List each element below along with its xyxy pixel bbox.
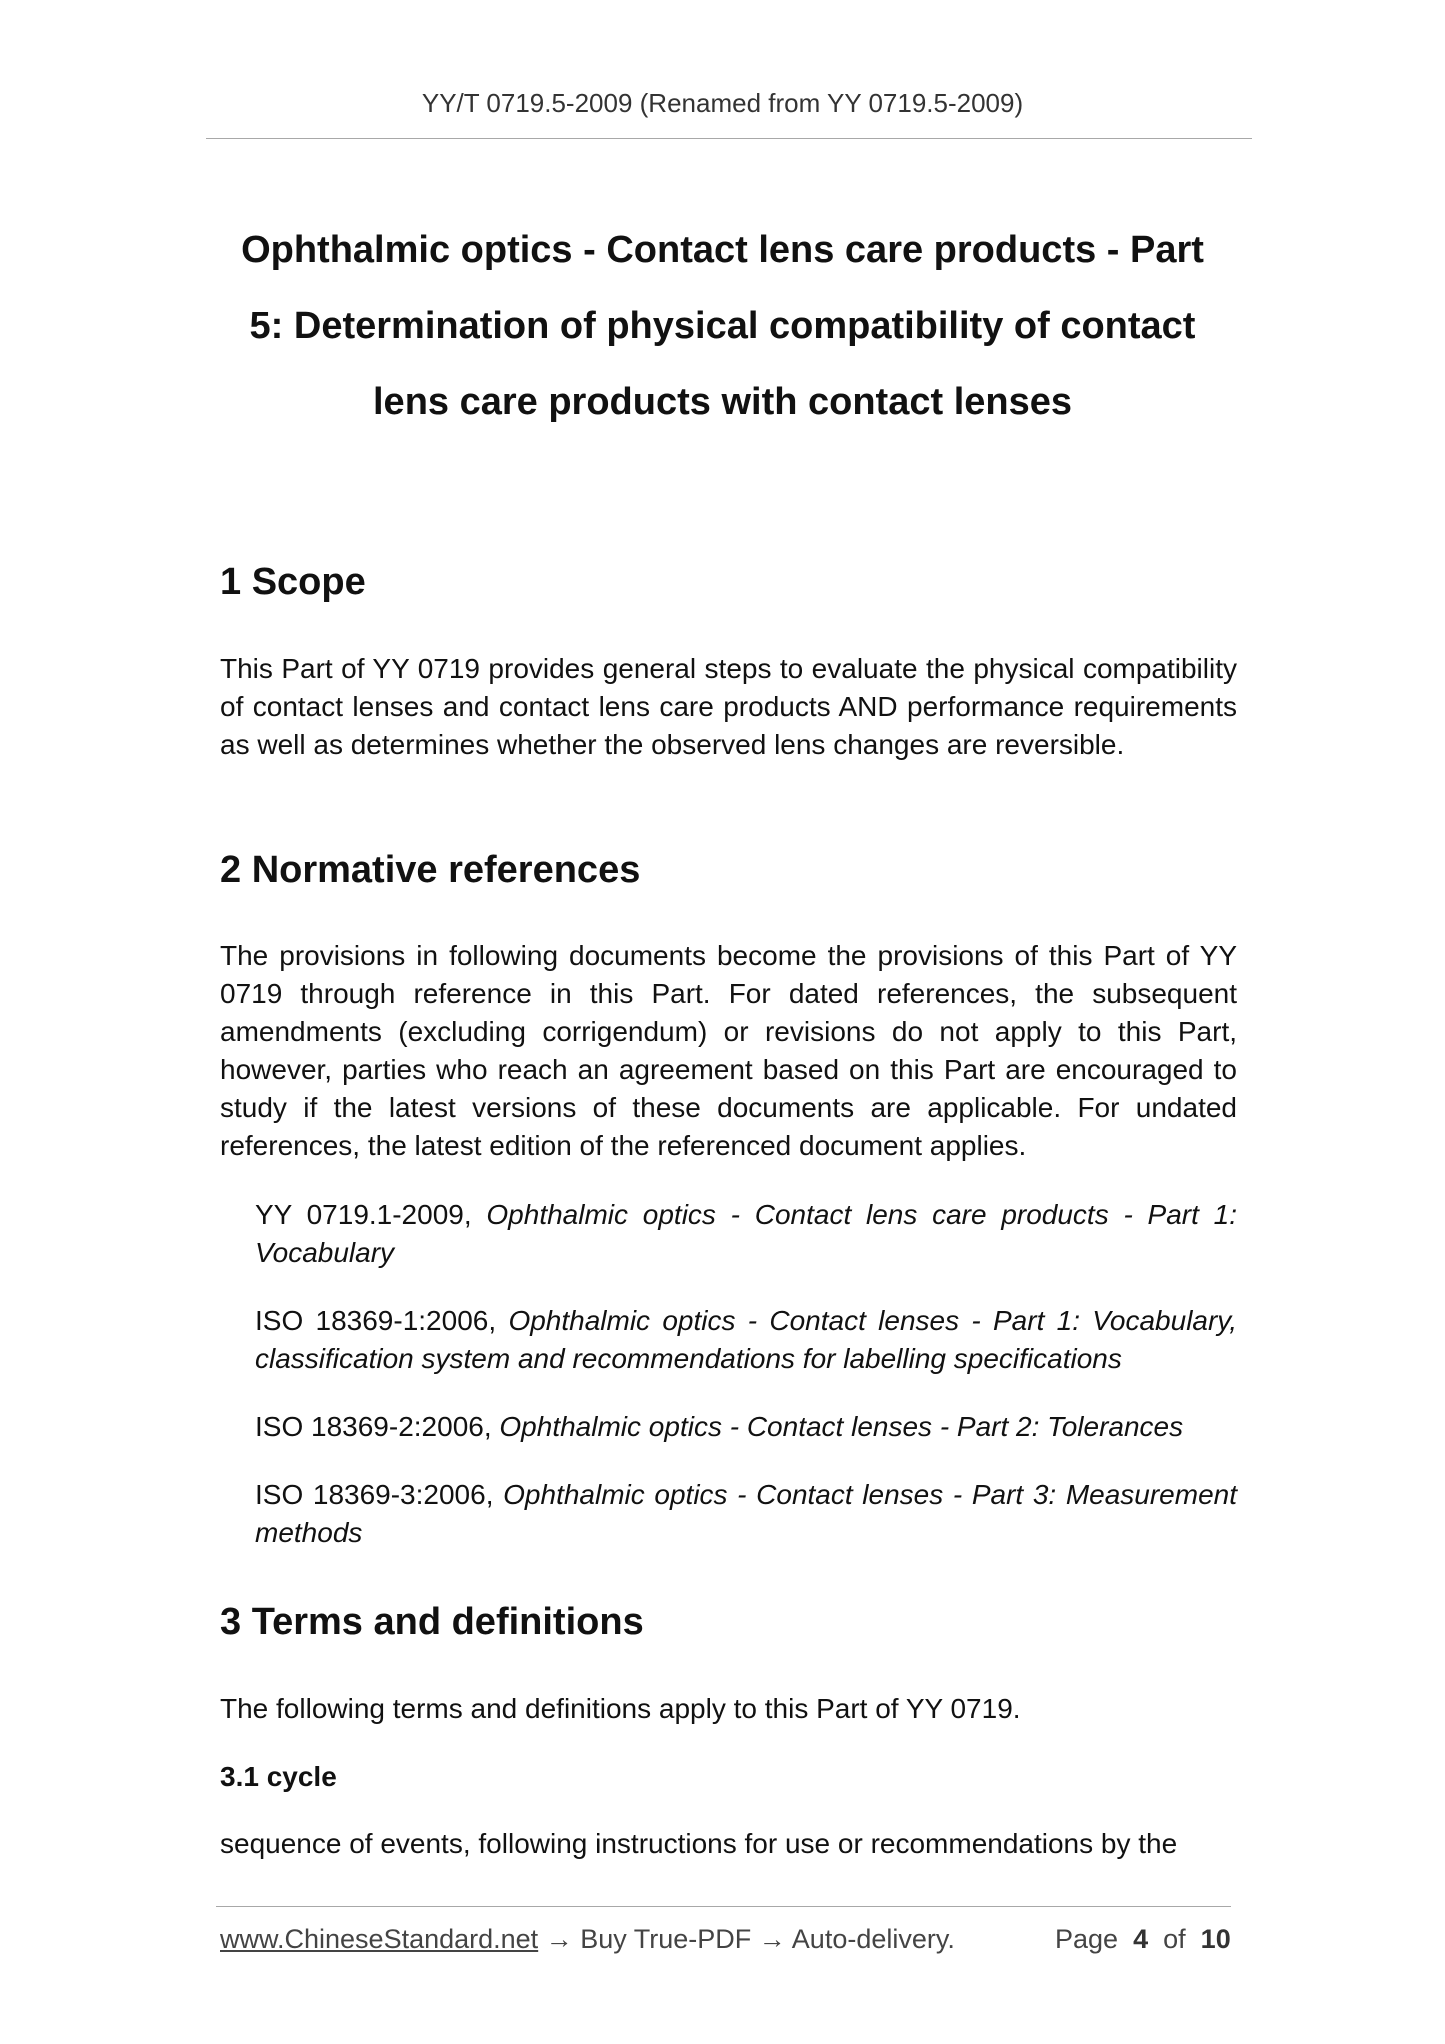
normative-references-paragraph: The provisions in following documents become the provisions of this Part of YY 0719 through reference in this Part. For dated references, the subsequent amendments (excluding corrigendum) or revisions do not apply to this Part, however, parties who reach an agreement based on this Part are encouraged to study if the latest versions of these documents are applicable. For undated references, the latest edition of the referenced document applies. [220, 940, 1237, 1161]
reference-item [255, 1302, 1237, 1378]
arrow-right-icon: → [545, 1924, 573, 1954]
auto-delivery-text: Auto-delivery. [791, 1924, 955, 1954]
reference-title: Ophthalmic optics - Contact lens care products - Part 1: Vocabulary [255, 1199, 1237, 1268]
terms-definitions-heading: 3 Terms and definitions [220, 1601, 644, 1643]
page-current: 4 [1133, 1924, 1149, 1954]
page-label: Page [1055, 1924, 1119, 1954]
scope-paragraph: This Part of YY 0719 provides general steps to evaluate the physical compatibility of contact lenses and contact lens care products AND performance requirements as well as determines whether the observed lens changes are reversible. [220, 653, 1237, 760]
buy-pdf-text: Buy True-PDF [580, 1924, 752, 1954]
running-header: YY/T 0719.5-2009 (Renamed from YY 0719.5-2009) [421, 88, 1024, 118]
title-line-3: lens care products with contact lenses [373, 381, 1072, 423]
term-definition: sequence of events, following instructions for use or recommendations by the [220, 1828, 1178, 1859]
reference-code: ISO 18369-2:2006, [255, 1411, 492, 1442]
footer-promo [220, 1924, 955, 1955]
term-heading: 3.1 cycle [220, 1761, 337, 1792]
reference-item [255, 1476, 1237, 1552]
reference-item [255, 1196, 1237, 1272]
reference-title: Ophthalmic optics - Contact lenses - Part 3: Measurement methods [255, 1479, 1238, 1548]
reference-code: ISO 18369-1:2006, [255, 1305, 497, 1336]
terms-paragraph: The following terms and definitions apply to this Part of YY 0719. [220, 1693, 1021, 1724]
scope-heading: 1 Scope [220, 561, 366, 603]
arrow-right-icon: → [758, 1924, 786, 1954]
footer-divider [216, 1906, 1231, 1907]
reference-title: Ophthalmic optics - Contact lenses - Part 2: Tolerances [499, 1411, 1184, 1442]
website-link[interactable]: www.ChineseStandard.net [220, 1924, 539, 1954]
page-of-label: of [1163, 1924, 1186, 1954]
reference-title: Ophthalmic optics - Contact lenses - Part 1: Vocabulary, classification system and recommendations for labelling specifications [255, 1305, 1238, 1374]
title-line-2: 5: Determination of physical compatibility of contact [249, 305, 1196, 347]
header-divider [206, 138, 1252, 139]
reference-code: YY 0719.1-2009, [255, 1199, 472, 1230]
document-title [200, 212, 1245, 440]
normative-references-heading: 2 Normative references [220, 849, 641, 891]
title-line-1: Ophthalmic optics - Contact lens care products - Part [241, 229, 1204, 271]
page-number [1055, 1924, 1231, 1955]
page-total: 10 [1200, 1924, 1231, 1954]
reference-code: ISO 18369-3:2006, [255, 1479, 494, 1510]
reference-item [255, 1408, 1237, 1446]
